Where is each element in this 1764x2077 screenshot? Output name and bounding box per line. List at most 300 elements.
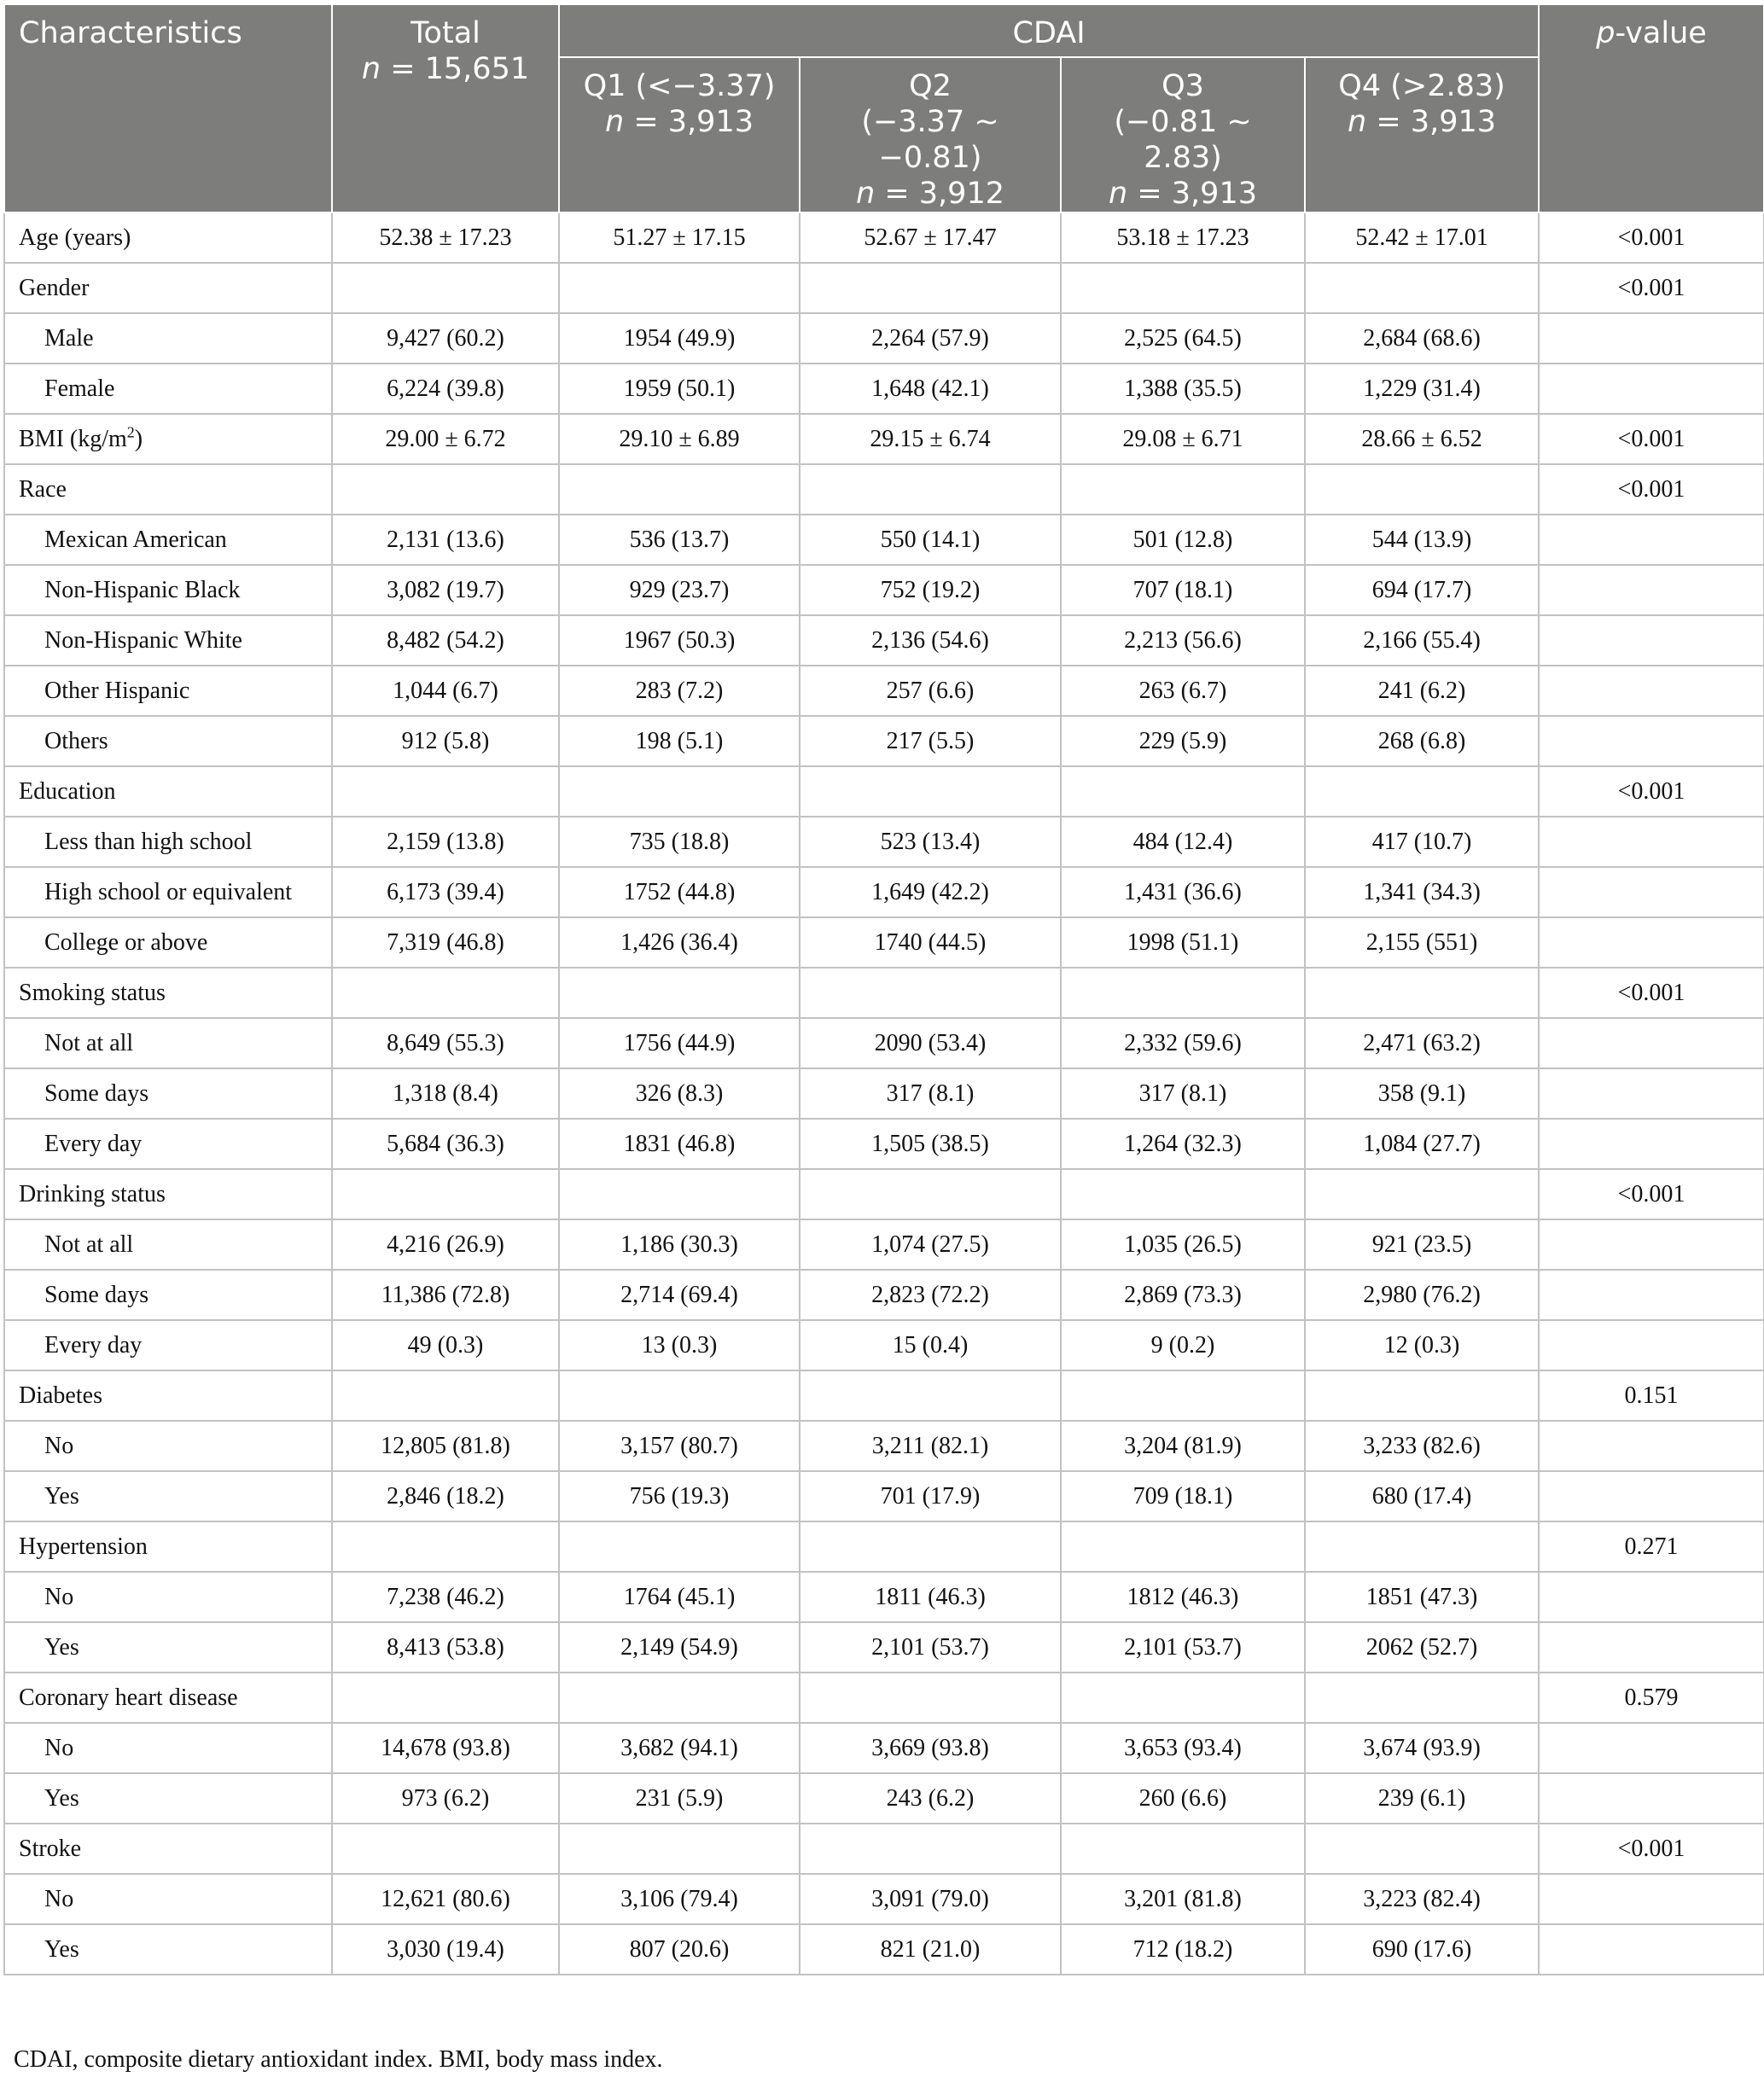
cell-q1 xyxy=(559,1370,800,1421)
cell-q1: 51.27 ± 17.15 xyxy=(559,212,800,263)
header-q1-line2: = 3,913 xyxy=(624,105,754,139)
table-row-subitem xyxy=(4,1018,1764,1068)
cell-q4: 1,084 (27.7) xyxy=(1305,1119,1539,1169)
header-q3-line2: (−0.81 ~ 2.83) xyxy=(1114,105,1252,175)
row-label xyxy=(4,515,332,565)
table-row-subitem xyxy=(4,867,1764,917)
header-total-label: Total xyxy=(410,16,480,50)
row-label xyxy=(4,1119,332,1169)
cell-total: 973 (6.2) xyxy=(332,1773,559,1824)
cell-total: 5,684 (36.3) xyxy=(332,1119,559,1169)
header-q1-line2-prefix: n xyxy=(605,105,625,139)
row-label-text: College or above xyxy=(44,928,208,956)
table-footnote: CDAI, composite dietary antioxidant index. BMI, body mass index. xyxy=(14,2046,663,2073)
cell-q3: 260 (6.6) xyxy=(1061,1773,1305,1824)
table-row-subitem xyxy=(4,515,1764,565)
row-label xyxy=(4,313,332,364)
row-label xyxy=(4,565,332,615)
row-label-text: Yes xyxy=(44,1784,79,1812)
cell-q2: 1811 (46.3) xyxy=(800,1572,1061,1622)
cell-q3: 2,525 (64.5) xyxy=(1061,313,1305,364)
row-label xyxy=(4,1169,332,1219)
cell-q2: 52.67 ± 17.47 xyxy=(800,212,1061,263)
table-row-subitem xyxy=(4,1119,1764,1169)
cell-q3: 229 (5.9) xyxy=(1061,716,1305,766)
row-label xyxy=(4,1622,332,1673)
row-label-text: Some days xyxy=(44,1281,149,1308)
row-label-text: Not at all xyxy=(44,1230,134,1258)
row-label-text: Stroke xyxy=(19,1835,82,1862)
cell-q1: 807 (20.6) xyxy=(559,1924,800,1975)
table-container xyxy=(3,3,1763,1975)
cell-q4: 1,341 (34.3) xyxy=(1305,867,1539,917)
cell-q2: 317 (8.1) xyxy=(800,1068,1061,1119)
cell-q3: 1998 (51.1) xyxy=(1061,917,1305,968)
row-label-text: Every day xyxy=(44,1130,143,1157)
cell-q4: 358 (9.1) xyxy=(1305,1068,1539,1119)
cell-q2: 2,264 (57.9) xyxy=(800,313,1061,364)
cell-q2 xyxy=(800,968,1061,1018)
cell-q2: 821 (21.0) xyxy=(800,1924,1061,1975)
row-label-end: ) xyxy=(134,425,143,452)
cell-q2: 701 (17.9) xyxy=(800,1471,1061,1521)
cell-pvalue xyxy=(1539,1572,1764,1622)
cell-pvalue: 0.271 xyxy=(1539,1521,1764,1572)
cell-pvalue: <0.001 xyxy=(1539,1824,1764,1874)
cell-q4 xyxy=(1305,1521,1539,1572)
table-row-subitem xyxy=(4,1068,1764,1119)
cell-q2: 257 (6.6) xyxy=(800,666,1061,716)
cell-q1 xyxy=(559,1673,800,1723)
cell-q2 xyxy=(800,263,1061,313)
header-q3-line3: = 3,913 xyxy=(1127,177,1257,211)
row-label xyxy=(4,1521,332,1572)
cell-q1: 756 (19.3) xyxy=(559,1471,800,1521)
header-q2-line3-prefix: n xyxy=(856,177,876,211)
cell-total: 7,319 (46.8) xyxy=(332,917,559,968)
row-label-text: Smoking status xyxy=(19,979,166,1006)
row-label xyxy=(4,1924,332,1975)
row-label xyxy=(4,1471,332,1521)
header-q2-line2: (−3.37 ~ −0.81) xyxy=(861,105,999,175)
header-total-n-symbol: n xyxy=(361,52,381,86)
cell-pvalue xyxy=(1539,1874,1764,1924)
cell-total: 49 (0.3) xyxy=(332,1320,559,1370)
header-q4 xyxy=(1305,57,1539,212)
cell-q3: 2,101 (53.7) xyxy=(1061,1622,1305,1673)
cell-q3: 317 (8.1) xyxy=(1061,1068,1305,1119)
table-row-category xyxy=(4,1370,1764,1421)
cell-pvalue xyxy=(1539,1320,1764,1370)
cell-pvalue xyxy=(1539,1924,1764,1975)
cell-q4: 544 (13.9) xyxy=(1305,515,1539,565)
cell-q3: 501 (12.8) xyxy=(1061,515,1305,565)
row-label-text: No xyxy=(44,1734,74,1761)
cell-total: 3,030 (19.4) xyxy=(332,1924,559,1975)
row-label xyxy=(4,1773,332,1824)
row-label xyxy=(4,1370,332,1421)
cell-q1: 3,106 (79.4) xyxy=(559,1874,800,1924)
table-row-category xyxy=(4,1824,1764,1874)
cell-q4 xyxy=(1305,1824,1539,1874)
header-q4-line2-prefix: n xyxy=(1348,105,1367,139)
cell-pvalue: 0.579 xyxy=(1539,1673,1764,1723)
row-label-text: Drinking status xyxy=(19,1180,166,1207)
cell-pvalue: <0.001 xyxy=(1539,212,1764,263)
cell-q1: 1959 (50.1) xyxy=(559,364,800,414)
cell-q3: 1812 (46.3) xyxy=(1061,1572,1305,1622)
cell-q3 xyxy=(1061,1370,1305,1421)
table-row-subitem xyxy=(4,364,1764,414)
table-row-subitem xyxy=(4,1471,1764,1521)
cell-q4: 1851 (47.3) xyxy=(1305,1572,1539,1622)
cell-q3: 2,869 (73.3) xyxy=(1061,1270,1305,1320)
cell-total: 3,082 (19.7) xyxy=(332,565,559,615)
row-label-text: High school or equivalent xyxy=(44,878,293,905)
table-row-subitem xyxy=(4,565,1764,615)
cell-total xyxy=(332,1824,559,1874)
cell-q4 xyxy=(1305,968,1539,1018)
row-label-text: Every day xyxy=(44,1331,143,1358)
cell-q1: 3,157 (80.7) xyxy=(559,1421,800,1471)
header-q3-line3-prefix: n xyxy=(1109,177,1128,211)
header-q3-line1: Q3 xyxy=(1161,69,1204,103)
cell-total: 6,224 (39.8) xyxy=(332,364,559,414)
table-row-category xyxy=(4,1673,1764,1723)
table-row-subitem xyxy=(4,1874,1764,1924)
cell-q3 xyxy=(1061,263,1305,313)
cell-total: 6,173 (39.4) xyxy=(332,867,559,917)
cell-total: 9,427 (60.2) xyxy=(332,313,559,364)
cell-q4: 2,684 (68.6) xyxy=(1305,313,1539,364)
cell-q2: 550 (14.1) xyxy=(800,515,1061,565)
cell-q2 xyxy=(800,1521,1061,1572)
row-label xyxy=(4,263,332,313)
header-q1-line1: Q1 (<−3.37) xyxy=(583,69,776,103)
table-row-category xyxy=(4,263,1764,313)
cell-q4: 690 (17.6) xyxy=(1305,1924,1539,1975)
cell-total: 8,649 (55.3) xyxy=(332,1018,559,1068)
cell-pvalue: <0.001 xyxy=(1539,263,1764,313)
cell-pvalue xyxy=(1539,1622,1764,1673)
row-label xyxy=(4,1018,332,1068)
cell-pvalue xyxy=(1539,1471,1764,1521)
cell-q1 xyxy=(559,263,800,313)
cell-q2 xyxy=(800,1169,1061,1219)
row-label-text: BMI (kg/m xyxy=(19,425,127,452)
cell-q3 xyxy=(1061,766,1305,817)
header-q2-line1: Q2 xyxy=(909,69,952,103)
cell-q2: 29.15 ± 6.74 xyxy=(800,414,1061,464)
cell-pvalue xyxy=(1539,515,1764,565)
cell-q1: 929 (23.7) xyxy=(559,565,800,615)
cell-pvalue: <0.001 xyxy=(1539,414,1764,464)
cell-q1: 283 (7.2) xyxy=(559,666,800,716)
table-row-category xyxy=(4,464,1764,515)
header-q4-line2: = 3,913 xyxy=(1366,105,1496,139)
cell-q4: 2,471 (63.2) xyxy=(1305,1018,1539,1068)
cell-q4: 28.66 ± 6.52 xyxy=(1305,414,1539,464)
header-q2 xyxy=(800,57,1061,212)
cell-total: 2,159 (13.8) xyxy=(332,817,559,867)
cell-q1 xyxy=(559,968,800,1018)
table-row-subitem xyxy=(4,1572,1764,1622)
cell-q1: 1954 (49.9) xyxy=(559,313,800,364)
row-label-text: Male xyxy=(44,324,94,352)
cell-q2: 217 (5.5) xyxy=(800,716,1061,766)
cell-pvalue: <0.001 xyxy=(1539,464,1764,515)
row-label xyxy=(4,1824,332,1874)
table-row-subitem xyxy=(4,666,1764,716)
cell-q2: 3,211 (82.1) xyxy=(800,1421,1061,1471)
cell-pvalue xyxy=(1539,1068,1764,1119)
table-row-subitem xyxy=(4,313,1764,364)
cell-q4: 3,223 (82.4) xyxy=(1305,1874,1539,1924)
cell-total: 52.38 ± 17.23 xyxy=(332,212,559,263)
header-q4-line1: Q4 (>2.83) xyxy=(1338,69,1505,103)
cell-q1: 735 (18.8) xyxy=(559,817,800,867)
row-label xyxy=(4,1673,332,1723)
cell-q1: 326 (8.3) xyxy=(559,1068,800,1119)
table-row-subitem xyxy=(4,615,1764,666)
row-label-text: Female xyxy=(44,375,115,402)
cell-q4 xyxy=(1305,464,1539,515)
cell-q3 xyxy=(1061,1673,1305,1723)
cell-q4 xyxy=(1305,1673,1539,1723)
row-label xyxy=(4,615,332,666)
cell-q3: 263 (6.7) xyxy=(1061,666,1305,716)
header-q2-line3: = 3,912 xyxy=(875,177,1004,211)
cell-total xyxy=(332,1673,559,1723)
row-label-text: Less than high school xyxy=(44,828,253,855)
table-row-subitem xyxy=(4,1219,1764,1270)
table-row-subitem xyxy=(4,1622,1764,1673)
cell-q1: 1,186 (30.3) xyxy=(559,1219,800,1270)
table-row-subitem xyxy=(4,917,1764,968)
row-label xyxy=(4,364,332,414)
cell-total: 12,805 (81.8) xyxy=(332,1421,559,1471)
cell-q1: 1756 (44.9) xyxy=(559,1018,800,1068)
cell-pvalue xyxy=(1539,1723,1764,1773)
header-total xyxy=(332,4,559,212)
row-label xyxy=(4,817,332,867)
cell-total: 2,131 (13.6) xyxy=(332,515,559,565)
cell-q1 xyxy=(559,766,800,817)
row-label xyxy=(4,1874,332,1924)
row-label-text: Hypertension xyxy=(19,1533,148,1560)
cell-q1: 2,149 (54.9) xyxy=(559,1622,800,1673)
cell-q3 xyxy=(1061,1824,1305,1874)
cell-pvalue xyxy=(1539,364,1764,414)
cell-total: 14,678 (93.8) xyxy=(332,1723,559,1773)
cell-q4: 417 (10.7) xyxy=(1305,817,1539,867)
cell-q2: 3,091 (79.0) xyxy=(800,1874,1061,1924)
cell-pvalue: <0.001 xyxy=(1539,1169,1764,1219)
cell-pvalue xyxy=(1539,917,1764,968)
cell-q3: 707 (18.1) xyxy=(1061,565,1305,615)
table-body xyxy=(4,212,1764,1975)
cell-q4 xyxy=(1305,1370,1539,1421)
row-label xyxy=(4,666,332,716)
cell-total: 29.00 ± 6.72 xyxy=(332,414,559,464)
table-row-subitem xyxy=(4,1924,1764,1975)
row-label xyxy=(4,1320,332,1370)
cell-q3: 484 (12.4) xyxy=(1061,817,1305,867)
cell-total xyxy=(332,1169,559,1219)
row-label xyxy=(4,1572,332,1622)
row-label-superscript: 2 xyxy=(126,423,135,441)
table-row-subitem xyxy=(4,1320,1764,1370)
cell-pvalue xyxy=(1539,1773,1764,1824)
header-pvalue xyxy=(1539,4,1764,212)
cell-total xyxy=(332,766,559,817)
cell-q3: 3,653 (93.4) xyxy=(1061,1723,1305,1773)
cell-pvalue xyxy=(1539,716,1764,766)
header-pvalue-p: p xyxy=(1596,16,1616,50)
cell-q2: 1,074 (27.5) xyxy=(800,1219,1061,1270)
table-header xyxy=(4,4,1764,212)
row-label-text: Non-Hispanic White xyxy=(44,626,242,654)
row-label xyxy=(4,867,332,917)
cell-q3: 709 (18.1) xyxy=(1061,1471,1305,1521)
cell-pvalue: <0.001 xyxy=(1539,766,1764,817)
table-row-category xyxy=(4,968,1764,1018)
table-row-subitem xyxy=(4,716,1764,766)
table-row-subitem xyxy=(4,817,1764,867)
cell-q1: 1831 (46.8) xyxy=(559,1119,800,1169)
cell-pvalue xyxy=(1539,1018,1764,1068)
cell-total xyxy=(332,1370,559,1421)
cell-pvalue xyxy=(1539,565,1764,615)
cell-total: 2,846 (18.2) xyxy=(332,1471,559,1521)
cell-q1: 1752 (44.8) xyxy=(559,867,800,917)
baseline-characteristics-table xyxy=(3,3,1764,1975)
cell-q1: 13 (0.3) xyxy=(559,1320,800,1370)
cell-q4: 921 (23.5) xyxy=(1305,1219,1539,1270)
cell-q2: 243 (6.2) xyxy=(800,1773,1061,1824)
cell-q2 xyxy=(800,464,1061,515)
row-label-text: Yes xyxy=(44,1935,79,1963)
cell-pvalue xyxy=(1539,1421,1764,1471)
cell-q1: 536 (13.7) xyxy=(559,515,800,565)
cell-q3: 53.18 ± 17.23 xyxy=(1061,212,1305,263)
row-label-text: Gender xyxy=(19,274,90,301)
cell-q2: 1,505 (38.5) xyxy=(800,1119,1061,1169)
cell-q2: 1,649 (42.2) xyxy=(800,867,1061,917)
row-label-text: Diabetes xyxy=(19,1382,102,1409)
row-label-text: Race xyxy=(19,475,67,503)
cell-pvalue: 0.151 xyxy=(1539,1370,1764,1421)
row-label xyxy=(4,1068,332,1119)
table-row-category xyxy=(4,1169,1764,1219)
cell-q2 xyxy=(800,1673,1061,1723)
cell-total: 8,413 (53.8) xyxy=(332,1622,559,1673)
row-label xyxy=(4,766,332,817)
cell-q2 xyxy=(800,1824,1061,1874)
cell-q2: 2,101 (53.7) xyxy=(800,1622,1061,1673)
header-characteristics: Characteristics xyxy=(4,4,332,212)
header-cdai: CDAI xyxy=(559,4,1539,57)
row-label-text: Age (years) xyxy=(19,224,131,251)
row-label xyxy=(4,1270,332,1320)
table-row-category xyxy=(4,414,1764,464)
table-row-subitem xyxy=(4,1773,1764,1824)
cell-q1 xyxy=(559,1169,800,1219)
cell-pvalue xyxy=(1539,1219,1764,1270)
cell-q4: 268 (6.8) xyxy=(1305,716,1539,766)
cell-q4 xyxy=(1305,766,1539,817)
cell-q1: 1764 (45.1) xyxy=(559,1572,800,1622)
cell-total xyxy=(332,464,559,515)
cell-q3 xyxy=(1061,464,1305,515)
row-label xyxy=(4,1723,332,1773)
row-label-text: Coronary heart disease xyxy=(19,1684,238,1711)
cell-q4: 2,155 (551) xyxy=(1305,917,1539,968)
table-row-subitem xyxy=(4,1270,1764,1320)
cell-total: 4,216 (26.9) xyxy=(332,1219,559,1270)
cell-q3: 1,388 (35.5) xyxy=(1061,364,1305,414)
cell-q3: 3,204 (81.9) xyxy=(1061,1421,1305,1471)
cell-total xyxy=(332,1521,559,1572)
cell-pvalue xyxy=(1539,666,1764,716)
cell-q2: 1,648 (42.1) xyxy=(800,364,1061,414)
cell-q4: 680 (17.4) xyxy=(1305,1471,1539,1521)
cell-q4: 2062 (52.7) xyxy=(1305,1622,1539,1673)
cell-total: 11,386 (72.8) xyxy=(332,1270,559,1320)
cell-q3: 3,201 (81.8) xyxy=(1061,1874,1305,1924)
cell-q4: 2,980 (76.2) xyxy=(1305,1270,1539,1320)
cell-q3: 1,264 (32.3) xyxy=(1061,1119,1305,1169)
cell-q2: 3,669 (93.8) xyxy=(800,1723,1061,1773)
cell-q3 xyxy=(1061,1521,1305,1572)
row-label-text: Other Hispanic xyxy=(44,677,190,704)
row-label-text: Non-Hispanic Black xyxy=(44,576,241,603)
row-label-text: No xyxy=(44,1583,74,1610)
row-label-text: Not at all xyxy=(44,1029,134,1056)
cell-q4: 3,674 (93.9) xyxy=(1305,1723,1539,1773)
row-label-text: Mexican American xyxy=(44,526,227,553)
table-row-category xyxy=(4,766,1764,817)
cell-total xyxy=(332,263,559,313)
cell-q4: 694 (17.7) xyxy=(1305,565,1539,615)
cell-q1 xyxy=(559,1521,800,1572)
table-row-category xyxy=(4,1521,1764,1572)
row-label-text: Yes xyxy=(44,1633,79,1661)
cell-q1: 1,426 (36.4) xyxy=(559,917,800,968)
cell-pvalue xyxy=(1539,817,1764,867)
cell-q3 xyxy=(1061,1169,1305,1219)
cell-pvalue xyxy=(1539,1270,1764,1320)
cell-q1: 3,682 (94.1) xyxy=(559,1723,800,1773)
row-label xyxy=(4,968,332,1018)
cell-q2: 15 (0.4) xyxy=(800,1320,1061,1370)
cell-pvalue xyxy=(1539,867,1764,917)
cell-pvalue xyxy=(1539,1119,1764,1169)
cell-q2: 2,136 (54.6) xyxy=(800,615,1061,666)
header-total-n: = 15,651 xyxy=(381,52,530,86)
cell-total: 7,238 (46.2) xyxy=(332,1572,559,1622)
cell-pvalue: <0.001 xyxy=(1539,968,1764,1018)
cell-q3: 712 (18.2) xyxy=(1061,1924,1305,1975)
row-label xyxy=(4,414,332,464)
cell-q1 xyxy=(559,464,800,515)
cell-q4: 239 (6.1) xyxy=(1305,1773,1539,1824)
header-pvalue-suffix: -value xyxy=(1615,16,1707,50)
cell-q3: 2,213 (56.6) xyxy=(1061,615,1305,666)
row-label-text: No xyxy=(44,1432,74,1459)
cell-q3 xyxy=(1061,968,1305,1018)
cell-total: 1,044 (6.7) xyxy=(332,666,559,716)
